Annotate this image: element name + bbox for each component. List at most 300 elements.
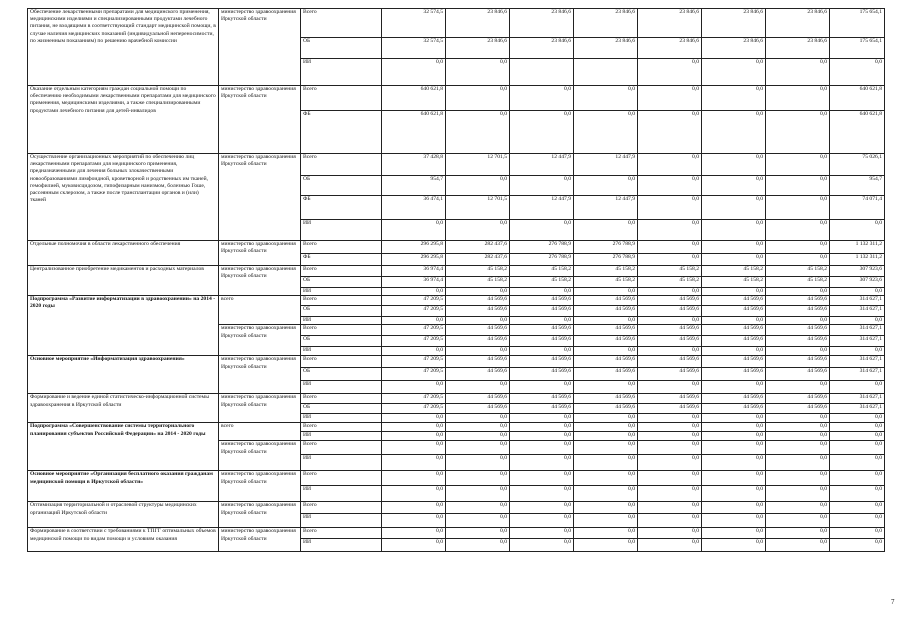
year-value-cell: 0,0 [574, 317, 638, 325]
year-value-cell: 0,0 [446, 220, 510, 241]
year-value-cell: 0,0 [766, 432, 830, 441]
year-value-cell: 0,0 [702, 471, 766, 486]
year-value-cell: 0,0 [702, 432, 766, 441]
year-value-cell: 0,0 [382, 414, 446, 423]
year-value-cell: 12 701,5 [446, 154, 510, 176]
year-value-cell: 0,0 [702, 514, 766, 528]
funding-source-cell: ИИ [301, 59, 382, 86]
year-value-cell: 47 209,5 [382, 336, 446, 347]
year-value-cell: 0,0 [638, 414, 702, 423]
total-value-cell: 1 132 311,2 [830, 241, 885, 254]
year-value-cell: 12 447,9 [574, 196, 638, 220]
year-value-cell: 45 158,2 [446, 266, 510, 277]
year-value-cell: 0,0 [574, 220, 638, 241]
year-value-cell: 32 574,5 [382, 38, 446, 59]
funding-source-cell: ОБ [301, 277, 382, 288]
year-value-cell: 0,0 [766, 455, 830, 471]
year-value-cell: 45 158,2 [702, 277, 766, 288]
funding-source-cell: Всего [301, 325, 382, 336]
year-value-cell: 0,0 [510, 220, 574, 241]
year-value-cell: 0,0 [766, 381, 830, 394]
funding-source-cell: ИИ [301, 220, 382, 241]
year-value-cell: 0,0 [574, 539, 638, 552]
funding-source-cell: Всего [301, 502, 382, 514]
year-value-cell: 0,0 [510, 288, 574, 296]
program-name-cell: Подпрограмма «Развитие информатизации в здравоохранении» на 2014 - 2020 годы [28, 296, 219, 356]
total-value-cell: 0,0 [830, 317, 885, 325]
year-value-cell: 0,0 [574, 432, 638, 441]
year-value-cell: 0,0 [574, 86, 638, 111]
year-value-cell: 0,0 [382, 502, 446, 514]
year-value-cell: 47 209,5 [382, 394, 446, 404]
year-value-cell: 0,0 [574, 347, 638, 356]
year-value-cell: 47 209,5 [382, 404, 446, 414]
executor-cell: министерство здравоохранения Иркутской области [219, 471, 301, 502]
year-value-cell: 45 158,2 [766, 277, 830, 288]
year-value-cell: 0,0 [766, 154, 830, 176]
year-value-cell: 12 701,5 [446, 196, 510, 220]
year-value-cell: 0,0 [382, 423, 446, 432]
executor-cell: министерство здравоохранения Иркутской области [219, 241, 301, 266]
total-value-cell: 0,0 [830, 220, 885, 241]
total-value-cell: 175 654,1 [830, 9, 885, 38]
total-value-cell: 0,0 [830, 441, 885, 455]
year-value-cell: 0,0 [510, 347, 574, 356]
total-value-cell: 0,0 [830, 432, 885, 441]
year-value-cell: 44 569,6 [702, 394, 766, 404]
funding-source-cell: ИИ [301, 486, 382, 502]
year-value-cell: 276 788,9 [510, 254, 574, 266]
year-value-cell: 0,0 [510, 528, 574, 539]
year-value-cell: 0,0 [382, 59, 446, 86]
year-value-cell: 0,0 [510, 423, 574, 432]
year-value-cell: 44 569,6 [574, 404, 638, 414]
year-value-cell: 12 447,9 [574, 154, 638, 176]
year-value-cell: 0,0 [574, 514, 638, 528]
program-name-cell: Оказание отдельным категориям граждан социальной помощи по обеспечению необходимыми лекарственными препаратами для медицинского применения, медицинскими изделиями, а также специализированными продуктами лечебного питания для детей-инвалидов [28, 86, 219, 154]
year-value-cell: 0,0 [574, 502, 638, 514]
year-value-cell: 0,0 [510, 86, 574, 111]
executor-cell: министерство здравоохранения Иркутской области [219, 154, 301, 241]
program-name-cell: Основное мероприятие «Информатизация здравоохранения» [28, 356, 219, 394]
year-value-cell: 23 846,6 [446, 9, 510, 38]
total-value-cell: 314 627,1 [830, 404, 885, 414]
funding-source-cell: ОБ [301, 336, 382, 347]
year-value-cell: 0,0 [382, 471, 446, 486]
year-value-cell: 0,0 [702, 86, 766, 111]
total-value-cell: 0,0 [830, 486, 885, 502]
executor-cell: всего [219, 296, 301, 325]
total-value-cell: 0,0 [830, 539, 885, 552]
year-value-cell: 296 295,8 [382, 241, 446, 254]
funding-source-cell: ИИ [301, 414, 382, 423]
year-value-cell: 0,0 [446, 455, 510, 471]
year-value-cell: 36 974,4 [382, 266, 446, 277]
funding-source-cell: Всего [301, 423, 382, 432]
year-value-cell: 0,0 [638, 432, 702, 441]
year-value-cell: 0,0 [382, 347, 446, 356]
year-value-cell: 0,0 [382, 441, 446, 455]
year-value-cell: 0,0 [766, 254, 830, 266]
year-value-cell: 0,0 [638, 241, 702, 254]
year-value-cell: 36 974,4 [382, 277, 446, 288]
year-value-cell: 0,0 [702, 539, 766, 552]
year-value-cell: 0,0 [446, 347, 510, 356]
year-value-cell: 0,0 [766, 514, 830, 528]
year-value-cell: 0,0 [510, 176, 574, 196]
program-name-cell: Осуществление организационных мероприятий по обеспечению лиц лекарственными препаратами для медицинского применения, предназначенными для лечения больных злокачественными новообразованиями лимфоидной, кроветворной и родственных им тканей, гемофилией, муковисцидозом, гипофизарным нанизмом, болезнью Гоше, рассеянным склерозом, а также после трансплантации органов и (или) тканей [28, 154, 219, 241]
year-value-cell: 296 295,8 [382, 254, 446, 266]
funding-source-cell: Всего [301, 471, 382, 486]
table-row [28, 296, 885, 306]
total-value-cell: 640 621,8 [830, 111, 885, 154]
year-value-cell: 44 569,6 [638, 336, 702, 347]
year-value-cell: 44 569,6 [510, 306, 574, 317]
year-value-cell: 0,0 [574, 471, 638, 486]
year-value-cell: 0,0 [702, 220, 766, 241]
funding-source-cell: ОБ [301, 38, 382, 59]
year-value-cell: 44 569,6 [638, 368, 702, 381]
year-value-cell: 44 569,6 [510, 368, 574, 381]
year-value-cell: 45 158,2 [446, 277, 510, 288]
year-value-cell: 44 569,6 [766, 404, 830, 414]
year-value-cell: 0,0 [766, 423, 830, 432]
table-row [28, 154, 885, 176]
year-value-cell: 282 437,6 [446, 241, 510, 254]
total-value-cell: 0,0 [830, 423, 885, 432]
year-value-cell: 44 569,6 [446, 404, 510, 414]
year-value-cell: 44 569,6 [766, 394, 830, 404]
year-value-cell: 44 569,6 [446, 336, 510, 347]
funding-source-cell: ИИ [301, 455, 382, 471]
year-value-cell: 32 574,5 [382, 9, 446, 38]
funding-source-cell: Всего [301, 86, 382, 111]
year-value-cell: 44 569,6 [446, 368, 510, 381]
year-value-cell: 45 158,2 [638, 266, 702, 277]
year-value-cell: 0,0 [638, 220, 702, 241]
year-value-cell: 0,0 [510, 441, 574, 455]
funding-source-cell: Всего [301, 528, 382, 539]
budget-table [27, 8, 885, 552]
funding-source-cell: ИИ [301, 381, 382, 394]
year-value-cell: 44 569,6 [446, 325, 510, 336]
year-value-cell: 0,0 [702, 414, 766, 423]
year-value-cell: 0,0 [702, 502, 766, 514]
year-value-cell: 0,0 [638, 539, 702, 552]
year-value-cell [574, 59, 638, 86]
executor-cell: всего [219, 423, 301, 441]
year-value-cell: 0,0 [702, 241, 766, 254]
total-value-cell: 0,0 [830, 502, 885, 514]
year-value-cell: 44 569,6 [510, 325, 574, 336]
table-row [28, 423, 885, 432]
table-row [28, 266, 885, 277]
year-value-cell: 0,0 [574, 288, 638, 296]
year-value-cell: 0,0 [766, 59, 830, 86]
year-value-cell: 0,0 [574, 176, 638, 196]
executor-cell: министерство здравоохранения Иркутской области [219, 441, 301, 471]
total-value-cell: 0,0 [830, 414, 885, 423]
year-value-cell: 44 569,6 [510, 356, 574, 368]
year-value-cell: 45 158,2 [766, 266, 830, 277]
year-value-cell: 44 569,6 [766, 306, 830, 317]
total-value-cell: 0,0 [830, 471, 885, 486]
year-value-cell: 44 569,6 [510, 404, 574, 414]
year-value-cell: 44 569,6 [766, 368, 830, 381]
year-value-cell: 45 158,2 [510, 266, 574, 277]
total-value-cell: 640 621,8 [830, 86, 885, 111]
year-value-cell: 0,0 [574, 455, 638, 471]
year-value-cell: 0,0 [446, 317, 510, 325]
funding-source-cell: Всего [301, 154, 382, 176]
year-value-cell: 0,0 [638, 347, 702, 356]
total-value-cell: 314 627,1 [830, 368, 885, 381]
year-value-cell: 0,0 [574, 381, 638, 394]
year-value-cell: 276 788,9 [510, 241, 574, 254]
year-value-cell: 0,0 [510, 414, 574, 423]
table-row [28, 528, 885, 539]
year-value-cell: 0,0 [638, 111, 702, 154]
executor-cell: министерство здравоохранения Иркутской области [219, 502, 301, 528]
year-value-cell: 0,0 [382, 381, 446, 394]
year-value-cell: 0,0 [638, 288, 702, 296]
funding-source-cell: Всего [301, 296, 382, 306]
executor-cell: министерство здравоохранения Иркутской области [219, 266, 301, 296]
program-name-cell: Отдельные полномочия в области лекарственного обеспечения [28, 241, 219, 266]
program-name-cell: Формирование в соответствии с требованиями к ТПГГ оптимальных объемов медицинской помощи по видам помощи и условиям оказания [28, 528, 219, 552]
year-value-cell: 44 569,6 [766, 336, 830, 347]
total-value-cell: 314 627,1 [830, 394, 885, 404]
year-value-cell: 0,0 [638, 502, 702, 514]
table-row [28, 502, 885, 514]
budget-table-body [28, 9, 885, 552]
year-value-cell: 44 569,6 [702, 325, 766, 336]
program-name-cell: Основное мероприятие «Организация бесплатного оказания гражданам медицинской помощи в Иркутской области» [28, 471, 219, 502]
year-value-cell: 44 569,6 [702, 404, 766, 414]
year-value-cell: 44 569,6 [638, 306, 702, 317]
program-name-cell: Формирование и ведение единой статистическо-информационной системы здравоохранения в Иркутской области [28, 394, 219, 423]
year-value-cell: 23 846,6 [574, 38, 638, 59]
funding-source-cell: ИИ [301, 514, 382, 528]
table-row [28, 86, 885, 111]
year-value-cell: 0,0 [446, 514, 510, 528]
year-value-cell: 44 569,6 [638, 356, 702, 368]
table-row [28, 9, 885, 38]
year-value-cell: 0,0 [510, 539, 574, 552]
year-value-cell: 0,0 [446, 441, 510, 455]
funding-source-cell: ОБ [301, 306, 382, 317]
year-value-cell: 282 437,6 [446, 254, 510, 266]
year-value-cell: 276 788,9 [574, 241, 638, 254]
total-value-cell: 75 026,1 [830, 154, 885, 176]
year-value-cell: 47 209,5 [382, 296, 446, 306]
year-value-cell: 0,0 [510, 514, 574, 528]
year-value-cell: 0,0 [638, 86, 702, 111]
year-value-cell: 0,0 [702, 59, 766, 86]
year-value-cell: 44 569,6 [510, 296, 574, 306]
year-value-cell: 23 846,6 [510, 38, 574, 59]
year-value-cell: 44 569,6 [766, 356, 830, 368]
year-value-cell: 0,0 [510, 455, 574, 471]
total-value-cell: 74 071,4 [830, 196, 885, 220]
year-value-cell: 47 209,5 [382, 368, 446, 381]
year-value-cell: 0,0 [766, 241, 830, 254]
page-number: 7 [891, 598, 895, 606]
table-row [28, 356, 885, 368]
year-value-cell: 0,0 [638, 317, 702, 325]
total-value-cell: 0,0 [830, 59, 885, 86]
total-value-cell: 0,0 [830, 514, 885, 528]
year-value-cell: 276 788,9 [574, 254, 638, 266]
year-value-cell: 0,0 [766, 86, 830, 111]
year-value-cell: 44 569,6 [638, 394, 702, 404]
year-value-cell: 0,0 [702, 317, 766, 325]
total-value-cell: 314 627,1 [830, 296, 885, 306]
total-value-cell: 1 132 311,2 [830, 254, 885, 266]
year-value-cell: 0,0 [638, 528, 702, 539]
year-value-cell: 47 209,5 [382, 306, 446, 317]
year-value-cell: 0,0 [766, 176, 830, 196]
year-value-cell [510, 59, 574, 86]
year-value-cell: 0,0 [510, 471, 574, 486]
funding-source-cell: Всего [301, 9, 382, 38]
year-value-cell: 0,0 [446, 471, 510, 486]
executor-cell: министерство здравоохранения Иркутской области [219, 325, 301, 356]
year-value-cell: 44 569,6 [510, 336, 574, 347]
year-value-cell: 44 569,6 [574, 325, 638, 336]
funding-source-cell: Всего [301, 241, 382, 254]
year-value-cell: 0,0 [446, 502, 510, 514]
total-value-cell: 0,0 [830, 381, 885, 394]
year-value-cell: 47 209,5 [382, 325, 446, 336]
funding-source-cell: ИИ [301, 432, 382, 441]
year-value-cell: 23 846,6 [766, 9, 830, 38]
year-value-cell: 0,0 [766, 196, 830, 220]
year-value-cell: 0,0 [446, 423, 510, 432]
total-value-cell: 314 627,1 [830, 336, 885, 347]
year-value-cell: 0,0 [574, 414, 638, 423]
year-value-cell: 0,0 [446, 414, 510, 423]
total-value-cell: 0,0 [830, 288, 885, 296]
year-value-cell: 0,0 [702, 347, 766, 356]
executor-cell: министерство здравоохранения Иркутской области [219, 394, 301, 423]
year-value-cell: 23 846,6 [638, 9, 702, 38]
funding-source-cell: Всего [301, 266, 382, 277]
year-value-cell: 0,0 [638, 455, 702, 471]
year-value-cell: 0,0 [702, 254, 766, 266]
funding-source-cell: Всего [301, 441, 382, 455]
funding-source-cell: ИИ [301, 288, 382, 296]
program-name-cell: Подпрограмма «Совершенствование системы территориального планирования субъектов Российской Федерации» на 2014 - 2020 годы [28, 423, 219, 471]
year-value-cell: 0,0 [766, 471, 830, 486]
executor-cell: министерство здравоохранения Иркутской области [219, 9, 301, 86]
year-value-cell: 44 569,6 [702, 296, 766, 306]
year-value-cell: 0,0 [766, 539, 830, 552]
year-value-cell: 44 569,6 [766, 325, 830, 336]
year-value-cell: 36 474,1 [382, 196, 446, 220]
program-name-cell: Оптимизация территориальной и отраслевой структуры медицинских организаций Иркутской области [28, 502, 219, 528]
year-value-cell: 44 569,6 [638, 404, 702, 414]
year-value-cell: 0,0 [638, 176, 702, 196]
year-value-cell: 44 569,6 [702, 356, 766, 368]
year-value-cell: 0,0 [638, 59, 702, 86]
total-value-cell: 307 923,6 [830, 266, 885, 277]
year-value-cell: 44 569,6 [702, 306, 766, 317]
year-value-cell: 640 621,8 [382, 111, 446, 154]
funding-source-cell: ИИ [301, 317, 382, 325]
program-name-cell: Обеспечение лекарственными препаратами для медицинского применения, медицинскими изделиями и специализированными продуктами лечебного питания, не входящими в соответствующий стандарт медицинской помощи, в случае наличия медицинских показаний (индивидуальной непереносимости, по жизненным показаниям) по решению врачебной комиссии [28, 9, 219, 86]
year-value-cell: 0,0 [382, 455, 446, 471]
table-row [28, 471, 885, 486]
year-value-cell: 0,0 [702, 288, 766, 296]
year-value-cell: 0,0 [446, 486, 510, 502]
year-value-cell: 0,0 [382, 486, 446, 502]
year-value-cell: 954,7 [382, 176, 446, 196]
total-value-cell: 0,0 [830, 528, 885, 539]
year-value-cell: 0,0 [510, 502, 574, 514]
total-value-cell: 307 923,6 [830, 277, 885, 288]
year-value-cell: 0,0 [446, 539, 510, 552]
year-value-cell: 0,0 [446, 288, 510, 296]
year-value-cell: 23 846,6 [574, 9, 638, 38]
year-value-cell: 0,0 [702, 528, 766, 539]
year-value-cell: 23 846,6 [702, 9, 766, 38]
table-row [28, 394, 885, 404]
year-value-cell: 44 569,6 [574, 368, 638, 381]
year-value-cell: 47 209,5 [382, 356, 446, 368]
year-value-cell: 23 846,6 [510, 9, 574, 38]
program-name-cell: Централизованное приобретение медикаментов и расходных материалов [28, 266, 219, 296]
year-value-cell: 0,0 [766, 441, 830, 455]
year-value-cell: 37 428,8 [382, 154, 446, 176]
year-value-cell: 0,0 [638, 514, 702, 528]
year-value-cell: 0,0 [382, 317, 446, 325]
year-value-cell: 44 569,6 [574, 306, 638, 317]
year-value-cell: 45 158,2 [574, 277, 638, 288]
year-value-cell: 23 846,6 [702, 38, 766, 59]
total-value-cell: 0,0 [830, 347, 885, 356]
year-value-cell: 0,0 [766, 317, 830, 325]
executor-cell: министерство здравоохранения Иркутской области [219, 356, 301, 394]
year-value-cell: 0,0 [638, 471, 702, 486]
year-value-cell: 45 158,2 [574, 266, 638, 277]
year-value-cell: 0,0 [702, 441, 766, 455]
funding-source-cell: Всего [301, 394, 382, 404]
year-value-cell: 45 158,2 [702, 266, 766, 277]
year-value-cell: 44 569,6 [574, 394, 638, 404]
funding-source-cell: Всего [301, 356, 382, 368]
year-value-cell: 45 158,2 [510, 277, 574, 288]
year-value-cell: 0,0 [574, 441, 638, 455]
year-value-cell: 0,0 [638, 486, 702, 502]
year-value-cell: 0,0 [382, 220, 446, 241]
total-value-cell: 314 627,1 [830, 306, 885, 317]
year-value-cell: 0,0 [574, 111, 638, 154]
year-value-cell: 44 569,6 [446, 296, 510, 306]
year-value-cell: 0,0 [766, 502, 830, 514]
year-value-cell: 0,0 [638, 441, 702, 455]
year-value-cell: 44 569,6 [638, 325, 702, 336]
funding-source-cell: ИИ [301, 539, 382, 552]
year-value-cell: 0,0 [702, 196, 766, 220]
year-value-cell: 0,0 [574, 486, 638, 502]
year-value-cell: 44 569,6 [766, 296, 830, 306]
year-value-cell: 0,0 [702, 111, 766, 154]
year-value-cell: 0,0 [446, 59, 510, 86]
year-value-cell: 0,0 [510, 486, 574, 502]
funding-source-cell: ФБ [301, 254, 382, 266]
year-value-cell: 44 569,6 [510, 394, 574, 404]
